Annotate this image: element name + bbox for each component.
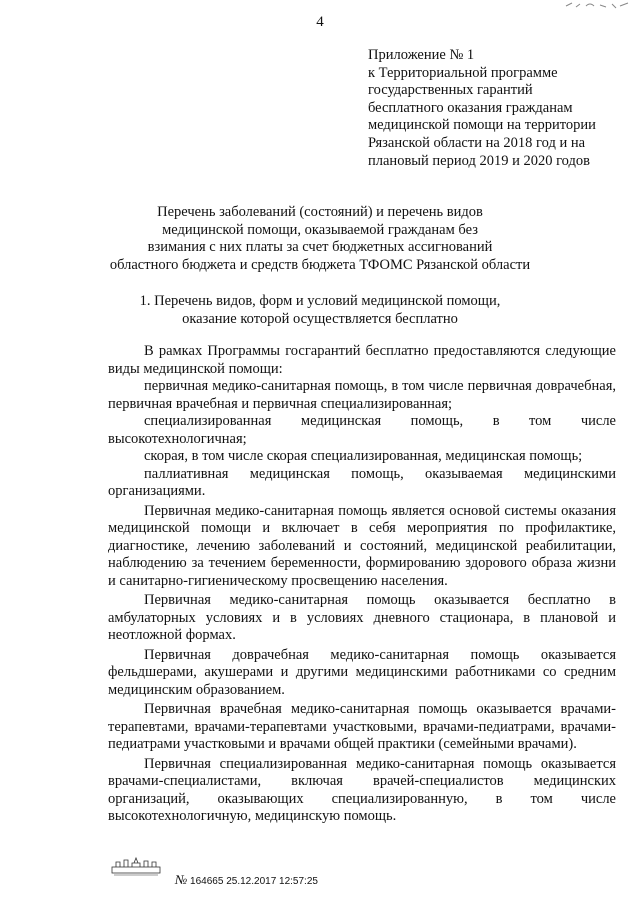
appendix-line: государственных гарантий	[368, 82, 533, 99]
title-line: взимания с них платы за счет бюджетных ассигнований	[147, 239, 493, 255]
registration-number: 164665	[190, 876, 224, 887]
appendix-line: к Территориальной программе	[368, 64, 558, 81]
paragraph: В рамках Программы госгарантий бесплатно предоставляются следующие виды медицинской помощи:	[108, 343, 616, 377]
paragraph: Первичная медико-санитарная помощь является основой системы оказания медицинской помощи и включает в себя мероприятия по профилактике, диагностике, лечению заболеваний и состояний, медицинской реабилитации, наблюдению за течением беременности, формированию здорового образа жизни и санитарно-гигиеническому просвещению населения.	[108, 502, 616, 589]
title-line: медицинской помощи, оказываемой гражданам без	[162, 221, 478, 238]
appendix-header	[368, 47, 628, 170]
section-heading	[60, 293, 580, 328]
body-text	[108, 343, 616, 826]
paragraph: Первичная медико-санитарная помощь оказывается бесплатно в амбулаторных условиях и в условиях дневного стационара, в плановой и неотложной формах.	[108, 592, 616, 643]
appendix-line: бесплатного оказания гражданам	[368, 99, 573, 116]
title-line: Перечень заболеваний (состояний) и перечень видов	[157, 204, 483, 220]
page-number: 4	[316, 14, 324, 30]
paragraph: первичная медико-санитарная помощь, в том числе первичная доврачебная, первичная врачебная и первичная специализированная;	[108, 378, 616, 412]
paragraph: Первичная врачебная медико-санитарная помощь оказывается врачами-терапевтами, врачами-терапевтами участковыми, врачами-педиатрами, врачами-педиатрами участковыми и врачами общей практики (семейными врачами).	[108, 701, 616, 752]
appendix-line: Приложение № 1	[368, 47, 475, 63]
document-title	[60, 204, 580, 274]
document-registration-footer	[175, 872, 318, 888]
appendix-line: медицинской помощи на территории	[368, 117, 596, 134]
paragraph: скорая, в том числе скорая специализированная, медицинская помощь;	[144, 448, 583, 464]
paragraph: паллиативная медицинская помощь, оказываемая медицинскими организациями.	[108, 465, 616, 499]
title-line: областного бюджета и средств бюджета ТФОМС Рязанской области	[109, 256, 531, 273]
scan-artifact-mark	[562, 0, 632, 12]
number-symbol: №	[175, 872, 188, 887]
paragraph: Первичная специализированная медико-санитарная помощь оказывается врачами-специалистами, включая врачей-специалистов медицинских организаций, оказывающих специализированную, в том числе высокотехнологичную, медицинскую помощь.	[108, 755, 616, 824]
paragraph: специализированная медицинская помощь, в том числе высокотехнологичная;	[108, 413, 616, 447]
registry-stamp-icon	[110, 856, 162, 876]
section-heading-line: оказание которой осуществляется бесплатно	[182, 310, 458, 327]
registration-datetime: 25.12.2017 12:57:25	[226, 876, 318, 887]
paragraph: Первичная доврачебная медико-санитарная помощь оказывается фельдшерами, акушерами и другими медицинскими работниками со средним медицинским образованием.	[108, 646, 616, 698]
section-heading-line: 1. Перечень видов, форм и условий медицинской помощи,	[139, 293, 501, 309]
appendix-line: плановый период 2019 и 2020 годов	[368, 152, 590, 169]
appendix-line: Рязанской области на 2018 год и на	[368, 134, 586, 151]
